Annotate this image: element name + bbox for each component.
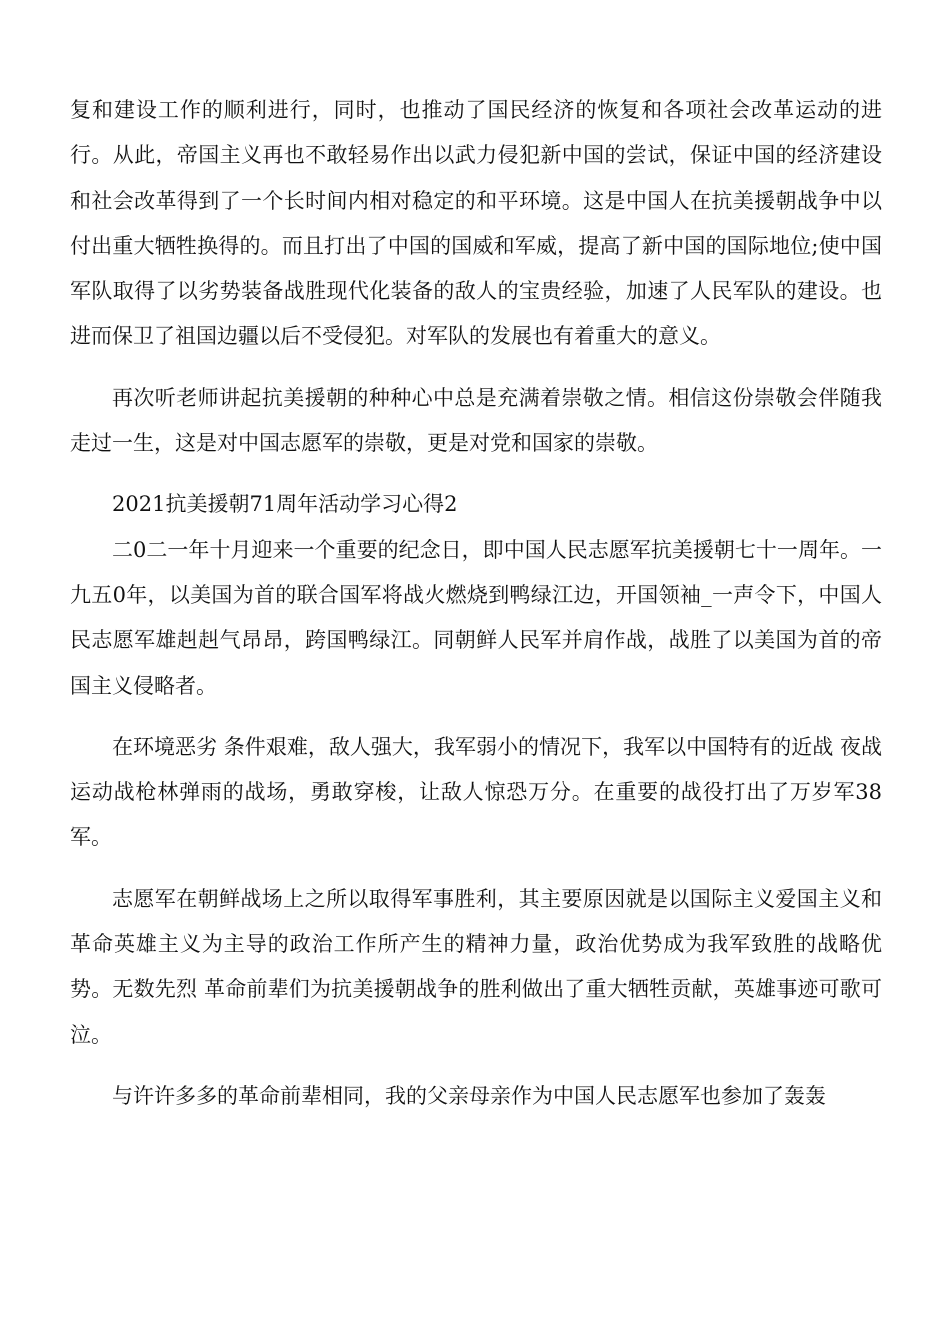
paragraph-continued: 复和建设工作的顺利进行，同时，也推动了国民经济的恢复和各项社会改革运动的进行。从此，帝国主义再也不敢轻易作出以武力侵犯新中国的尝试，保证中国的经济建设和社会改革得到了一个长时间内相对稳定的和平环境。这是中国人在抗美援朝战争中以付出重大牺牲换得的。而且打出了中国的国威和军威，提高了新中国的国际地位;使中国军队取得了以劣势装备战胜现代化装备的敌人的宝贵经验，加速了人民军队的建设。也进而保卫了祖国边疆以后不受侵犯。对军队的发展也有着重大的意义。 (70, 98, 882, 349)
paragraph: 志愿军在朝鲜战场上之所以取得军事胜利，其主要原因就是以国际主义爱国主义和革命英雄主义为主导的政治工作所产生的精神力量，政治优势成为我军致胜的战略优势。无数先烈 革命前辈们为抗美援朝战争的胜利做出了重大牺牲贡献，英雄事迹可歌可泣。 (70, 886, 882, 1047)
document-body (70, 88, 882, 1119)
paragraph: 再次听老师讲起抗美援朝的种种心中总是充满着崇敬之情。相信这份崇敬会伴随我走过一生，这是对中国志愿军的崇敬，更是对党和国家的崇敬。 (70, 385, 882, 456)
paragraph: 与许许多多的革命前辈相同，我的父亲母亲作为中国人民志愿军也参加了轰轰 (112, 1083, 826, 1108)
paragraph: 二0二一年十月迎来一个重要的纪念日，即中国人民志愿军抗美援朝七十一周年。一九五0年，以美国为首的联合国军将战火燃烧到鸭绿江边，开国领袖_一声令下，中国人民志愿军雄赳赳气昂昂，跨国鸭绿江。同朝鲜人民军并肩作战，战胜了以美国为首的帝国主义侵略者。 (70, 537, 882, 698)
section-heading: 2021抗美援朝71周年活动学习心得2 (112, 492, 458, 517)
paragraph: 在环境恶劣 条件艰难，敌人强大，我军弱小的情况下，我军以中国特有的近战 夜战 运动战枪林弹雨的战场，勇敢穿梭，让敌人惊恐万分。在重要的战役打出了万岁军38军。 (70, 734, 882, 850)
